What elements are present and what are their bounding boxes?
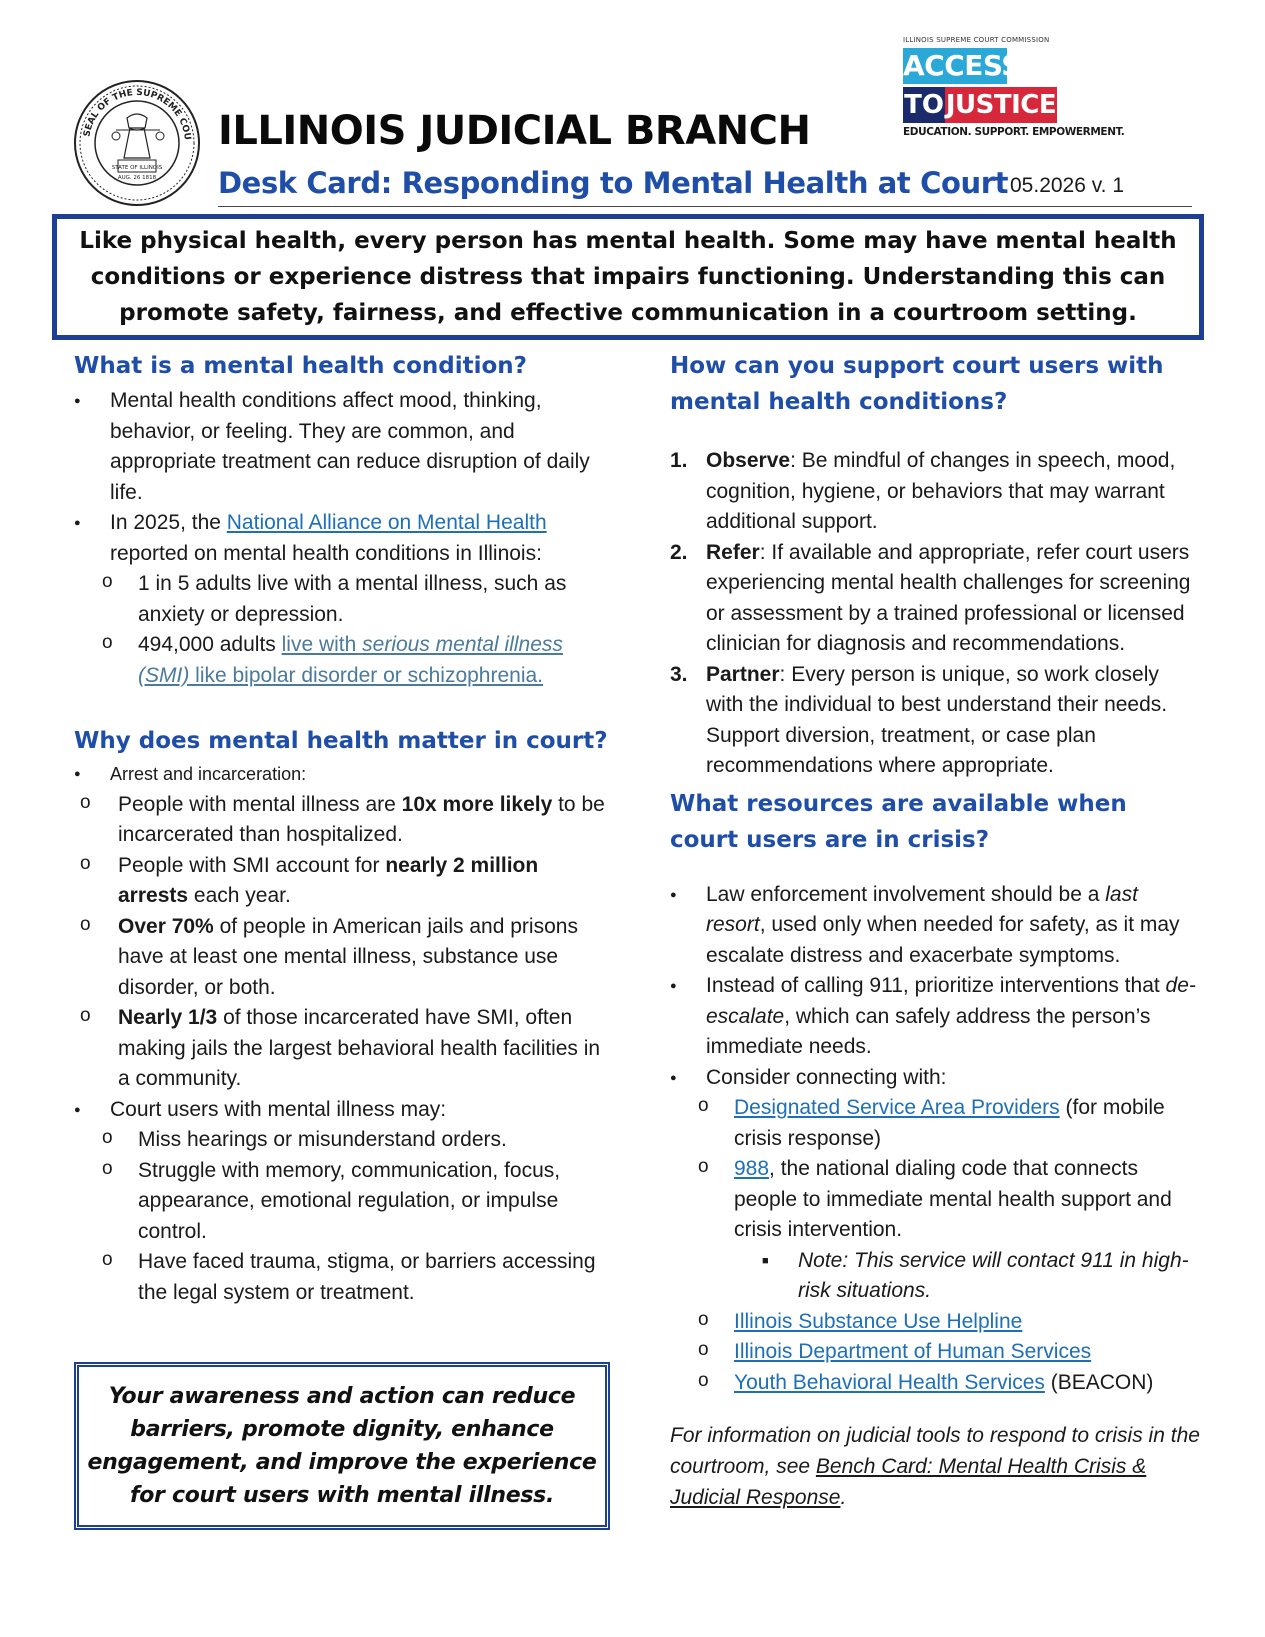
bench-card-link[interactable]: Bench Card: Mental Health Crisis & Judicial Response (670, 1455, 1147, 1509)
resources-sublist (698, 1093, 1202, 1398)
smi-link[interactable]: live with serious mental illness (SMI) like bipolar disorder or schizophrenia. (138, 633, 563, 687)
youth-bhs-link[interactable]: Youth Behavioral Health Services (734, 1370, 1045, 1394)
svg-text:SEAL OF THE SUPREME COURT (72, 78, 192, 141)
list-item: o Designated Service Area Providers (for mobile crisis response) (698, 1093, 1202, 1154)
substance-use-helpline-link[interactable]: Illinois Substance Use Helpline (734, 1309, 1023, 1333)
page-subtitle: Desk Card: Responding to Mental Health at Court (218, 166, 1009, 200)
list-item: ● In 2025, the National Alliance on Mental Health reported on mental health conditions in Illinois: o 1 in 5 adults live with a mental illness, such as anxiety or depression. o 494,000 adults live with serious mental illness (SMI) like bipolar disorder or schizophrenia. (74, 508, 609, 691)
list-item: o Nearly 1/3 of those incarcerated have SMI, often making jails the largest behavioral health facilities in a community. (74, 1003, 609, 1095)
header-divider (218, 206, 1192, 207)
list-item: o Struggle with memory, communication, focus, appearance, emotional regulation, or impulse control. (102, 1156, 609, 1248)
logo-justice-text: JUSTICE (945, 87, 1057, 123)
what-is-list (74, 386, 609, 691)
list-item: ● Court users with mental illness may: o Miss hearings or misunderstand orders. o Struggle with memory, communication, focus, appearance, emotional regulation, or impulse control. o Have faced trauma, stigma, or barriers accessing the legal system or treatment. (74, 1095, 609, 1309)
why-list (74, 759, 609, 790)
list-item: 3. Partner: Every person is unique, so work closely with the individual to best understand their needs. Support diversion, treatment, or case plan recommendations where appropriate. (670, 662, 1168, 777)
intro-callout (52, 214, 1204, 340)
what-is-heading: What is a mental health condition? (74, 353, 528, 379)
closing-text: Your awareness and action can reduce barriers, promote dignity, enhance engagement, and improve the experience for court users with mental illness. (87, 1384, 597, 1508)
list-item: ■ Note: This service will contact 911 in high-risk situations. (762, 1246, 1202, 1307)
intro-text: Like physical health, every person has mental health. Some may have mental health conditions or experience distress that impairs functioning. Understanding this can promote safety, fairness, and effective communication in a courtroom setting. (79, 228, 1177, 326)
list-item: ● Mental health conditions affect mood, thinking, behavior, or feeling. They are common, and appropriate treatment can reduce disruption of daily life. (74, 386, 609, 508)
access-to-justice-logo (903, 36, 1125, 138)
seal-state: STATE OF ILLINOIS (111, 165, 163, 171)
why-court-sublist (102, 1125, 609, 1308)
support-steps (670, 446, 1202, 782)
list-item: 1. Observe: Be mindful of changes in speech, mood, cognition, hygiene, or behaviors that may warrant additional support. (670, 449, 1176, 533)
list-item: o Have faced trauma, stigma, or barriers accessing the legal system or treatment. (102, 1247, 609, 1308)
seal-date: AUG. 26 1818 (117, 175, 157, 181)
list-item: ● Consider connecting with: o Designated Service Area Providers (for mobile crisis response) o 988, the national dialing code that connects people to immediate mental health support and crisis intervention. ■ Note: This service will contact 911 in high-risk situations. o Illinois Substance Use Helpline o Illinois Department of Human Services o Youth Behavioral Health Services (BEACON) (670, 1063, 1202, 1399)
list-item: o 1 in 5 adults live with a mental illness, such as anxiety or depression. (102, 569, 609, 630)
closing-callout (74, 1362, 610, 1530)
list-item: o 494,000 adults live with serious mental illness (SMI) like bipolar disorder or schizophrenia. (102, 630, 609, 691)
footnote: For information on judicial tools to respond to crisis in the courtroom, see Bench Card: Mental Health Crisis & Judicial Response. (670, 1424, 1200, 1509)
resources-heading: What resources are available when court users are in crisis? (670, 790, 1127, 853)
logo-tagline: EDUCATION. SUPPORT. EMPOWERMENT. (903, 126, 1125, 138)
list-item: o Over 70% of people in American jails and prisons have at least one mental illness, substance use disorder, or both. (74, 912, 609, 1004)
why-court-list (74, 1095, 609, 1309)
list-item (698, 1337, 1202, 1368)
why-stats-list (74, 790, 609, 1095)
list-item: 2. Refer: If available and appropriate, refer court users experiencing mental health challenges for screening or assessment by a trained professional or licensed clinician for diagnosis and recommendations. (670, 540, 1191, 655)
seal-text: SEAL OF THE SUPREME COU (82, 87, 193, 141)
service-area-providers-link[interactable]: Designated Service Area Providers (734, 1096, 1060, 1119)
list-item (698, 1307, 1202, 1338)
list-item: ● Law enforcement involvement should be a last resort, used only when needed for safety, as it may escalate distress and exacerbate symptoms. (670, 880, 1202, 972)
left-column (74, 348, 609, 1308)
resources-list (670, 880, 1202, 1399)
list-item: o 988, the national dialing code that connects people to immediate mental health support and crisis intervention. ■ Note: This service will contact 911 in high-risk situations. (698, 1154, 1202, 1307)
dhs-link[interactable]: Illinois Department of Human Services (734, 1340, 1092, 1363)
what-is-sublist (102, 569, 609, 691)
988-note-list (762, 1246, 1202, 1307)
list-item: o Youth Behavioral Health Services (BEACON) (698, 1368, 1202, 1399)
list-item: o People with SMI account for nearly 2 million arrests each year. (74, 851, 609, 912)
page-title: ILLINOIS JUDICIAL BRANCH (218, 108, 811, 154)
why-heading: Why does mental health matter in court? (74, 728, 608, 754)
logo-to-text: TO (903, 87, 945, 123)
nami-link[interactable]: National Alliance on Mental Health (226, 511, 547, 534)
list-item: o Miss hearings or misunderstand orders. (102, 1125, 609, 1156)
supreme-court-seal (72, 78, 202, 208)
support-heading: How can you support court users with mental health conditions? (670, 353, 1164, 415)
list-item: ● Instead of calling 911, prioritize interventions that de-escalate, which can safely address the person’s immediate needs. (670, 971, 1202, 1063)
logo-commission-text: ILLINOIS SUPREME COURT COMMISSION (903, 36, 1050, 44)
list-item: ● Arrest and incarceration: (74, 759, 609, 790)
988-link[interactable]: 988 (734, 1157, 770, 1180)
version-label: 05.2026 v. 1 (1010, 174, 1125, 197)
right-column (670, 348, 1202, 1513)
list-item: o People with mental illness are 10x more likely to be incarcerated than hospitalized. (74, 790, 609, 851)
logo-access-text: ACCESS (903, 49, 1021, 82)
